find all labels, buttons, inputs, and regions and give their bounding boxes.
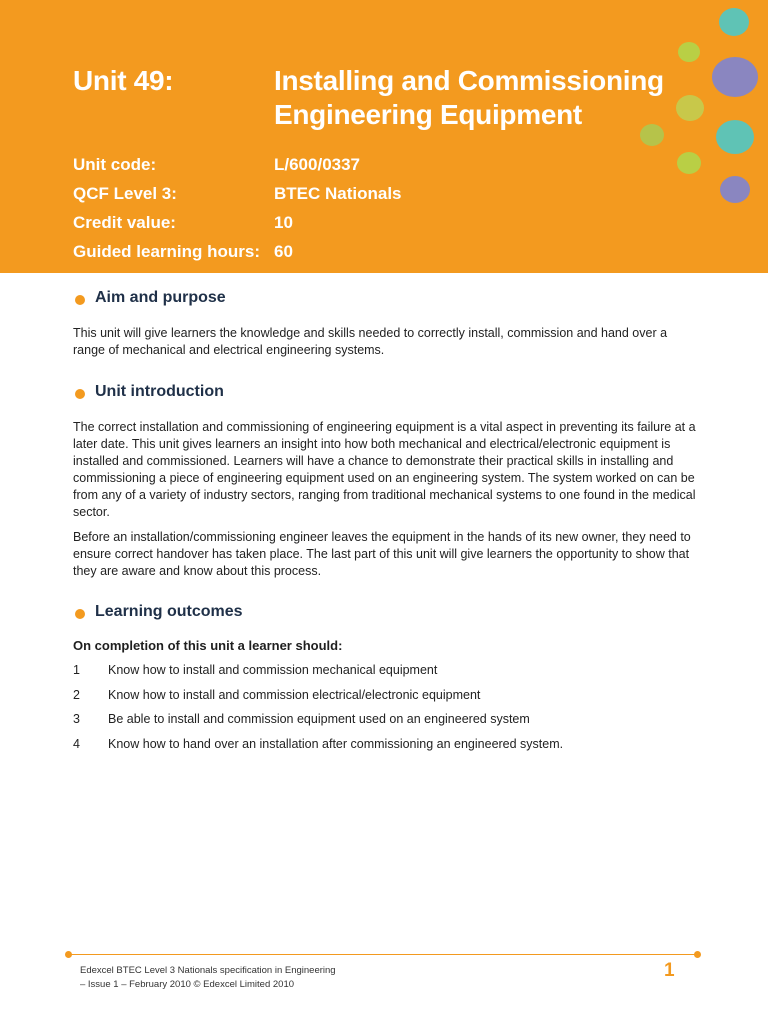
meta-value: 10 <box>274 213 293 232</box>
paragraph-text: The correct installation and commissioning of engineering equipment is a vital aspect in preventing its failure at a later date. This unit gives learners an insight into how both mechanical and electrical/electronic equipment is installed and commissioned. Learners will have a chance to demonstrate their practical skills in installing and commissioning a piece of engineering equipment used on an engineering system. The system worked on can be from any of a variety of industry sectors, ranging from traditional mechanical systems to one found in the medical sector. <box>73 420 696 519</box>
list-item-text: Know how to hand over an installation after commissioning an engineered system. <box>108 736 564 751</box>
meta-key: Unit code: <box>73 155 157 174</box>
list-item <box>73 737 693 762</box>
decorative-dot <box>716 120 754 154</box>
unit-title-line2: Engineering Equipment <box>274 99 582 130</box>
footer-dot-right <box>694 951 701 958</box>
list-item-number: 4 <box>73 736 80 751</box>
section-heading-text: Learning outcomes <box>95 603 243 620</box>
decorative-dot <box>719 8 749 36</box>
section-heading-text: Aim and purpose <box>95 289 226 306</box>
aim-paragraph <box>73 325 698 359</box>
footer-divider <box>68 954 698 955</box>
section-heading-outcomes <box>75 603 243 621</box>
intro-paragraph-2 <box>73 529 698 580</box>
section-heading-intro <box>75 383 224 401</box>
meta-value: L/600/0337 <box>274 155 361 174</box>
list-item-number: 1 <box>73 663 80 677</box>
unit-title-line1: Installing and Commissioning <box>274 65 664 96</box>
paragraph-text: This unit will give learners the knowledge and skills needed to correctly install, commission and hand over a range of mechanical and electrical engineering systems. <box>73 326 668 357</box>
meta-key: QCF Level 3: <box>73 184 177 203</box>
meta-value: 60 <box>274 242 293 261</box>
unit-number: Unit 49: <box>73 65 174 96</box>
list-item-text: Know how to install and commission mechanical equipment <box>108 663 438 677</box>
meta-key: Guided learning hours: <box>73 242 261 261</box>
section-heading-text: Unit introduction <box>95 383 224 400</box>
list-item <box>73 663 693 688</box>
meta-value: BTEC Nationals <box>274 184 402 203</box>
footer-dot-left <box>65 951 72 958</box>
section-heading-aim <box>75 289 226 307</box>
decorative-dot <box>677 152 701 174</box>
footer-text <box>80 964 336 992</box>
decorative-dot <box>678 42 700 62</box>
meta-key: Credit value: <box>73 213 176 232</box>
list-item-text: Be able to install and commission equipment used on an engineered system <box>108 712 530 726</box>
bullet-icon <box>75 295 85 305</box>
footer-line2: – Issue 1 – February 2010 © Edexcel Limited 2010 <box>80 979 295 990</box>
list-item <box>73 712 693 737</box>
footer-line1: Edexcel BTEC Level 3 Nationals specification in Engineering <box>80 965 336 976</box>
bullet-icon <box>75 389 85 399</box>
unit-title <box>274 64 664 132</box>
intro-paragraph-1 <box>73 419 698 521</box>
outcomes-intro: On completion of this unit a learner should: <box>73 638 343 653</box>
list-item-number: 3 <box>73 712 80 726</box>
list-item-text: Know how to install and commission electrical/electronic equipment <box>108 687 481 702</box>
paragraph-text: Before an installation/commissioning engineer leaves the equipment in the hands of its new owner, they need to ensure correct handover has taken place. The last part of this unit will give learners the opportunity to show that they are aware and know about this process. <box>73 530 691 578</box>
header-banner <box>0 0 768 273</box>
bullet-icon <box>75 609 85 619</box>
list-item-number: 2 <box>73 687 80 702</box>
decorative-dot <box>676 95 704 121</box>
decorative-dot <box>712 57 758 97</box>
list-item <box>73 688 693 713</box>
outcomes-list <box>73 663 693 761</box>
page-number: 1 <box>664 960 675 981</box>
decorative-dot <box>720 176 750 203</box>
